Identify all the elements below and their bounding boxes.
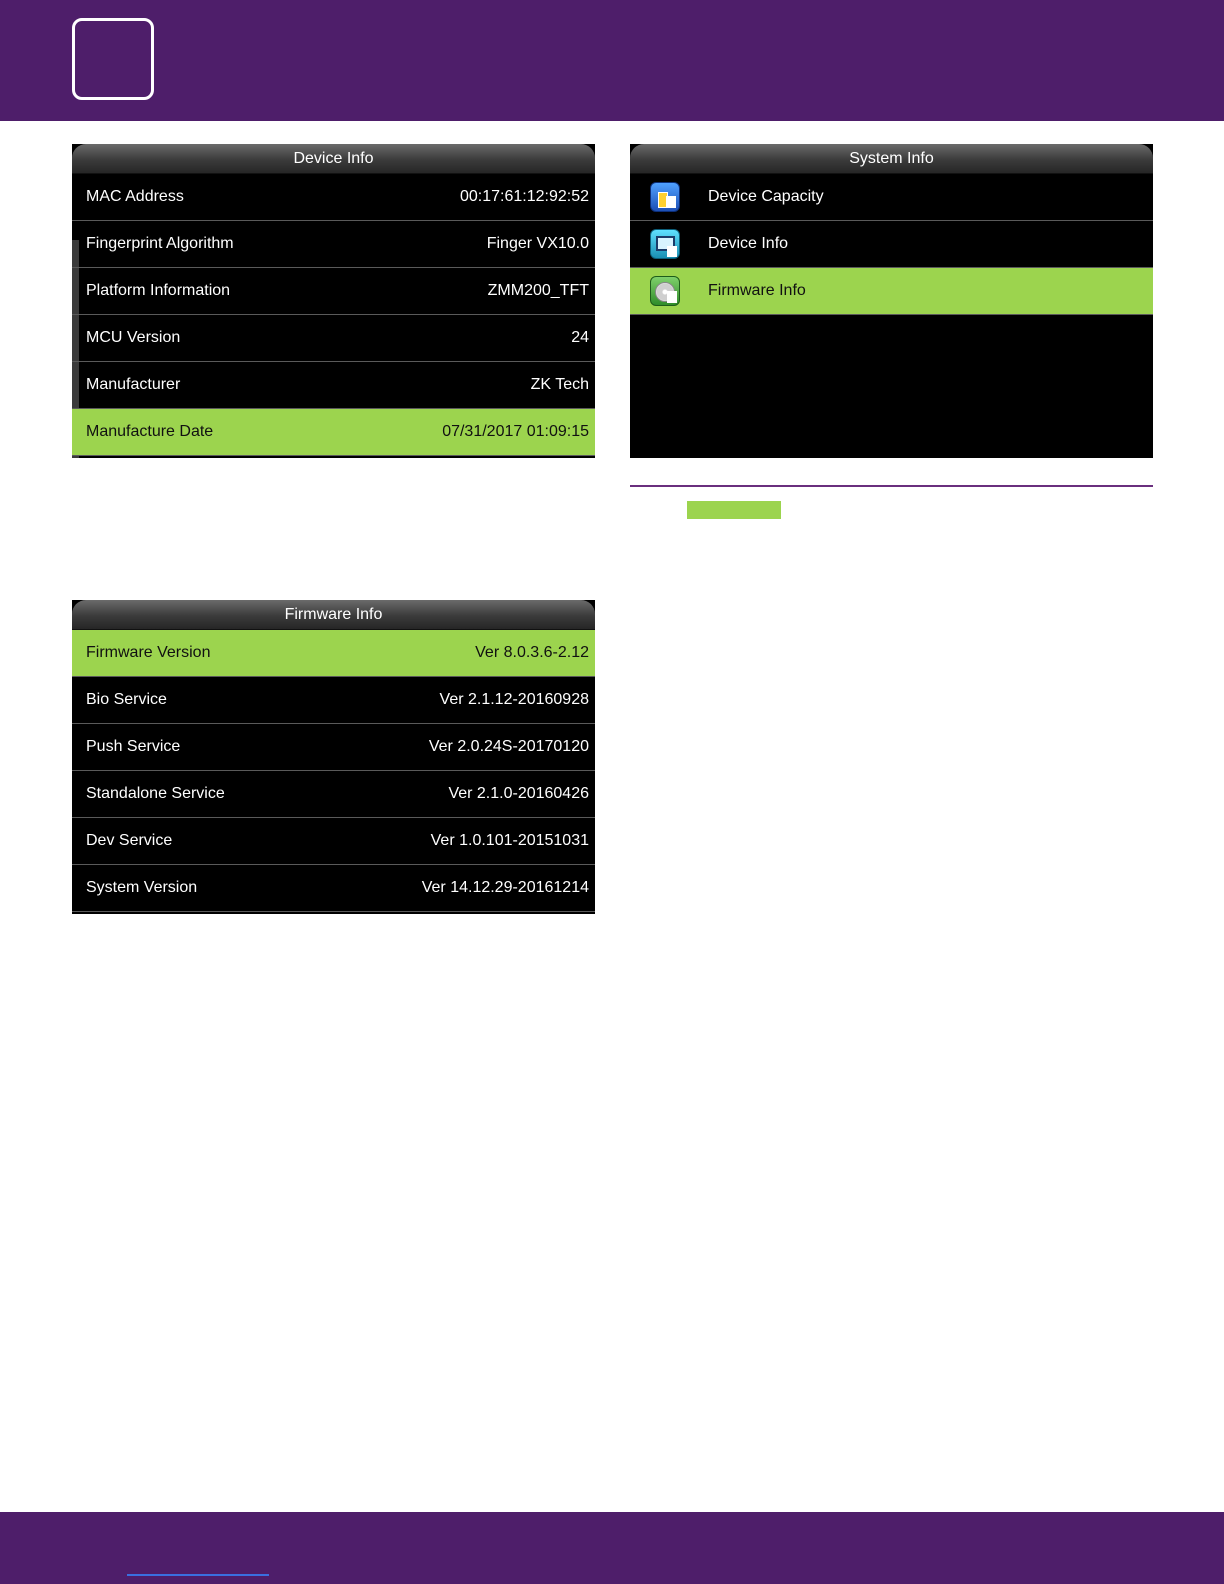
row-value: 00:17:61:12:92:52 — [459, 188, 589, 205]
info-row-platform-information[interactable] — [72, 268, 595, 315]
footer-link-underline[interactable] — [127, 1574, 269, 1576]
row-value: ZK Tech — [530, 376, 589, 393]
row-value: Finger VX10.0 — [486, 235, 589, 252]
info-row-mcu-version[interactable] — [72, 315, 595, 362]
info-row-push-service[interactable] — [72, 724, 595, 771]
info-row-standalone-service[interactable] — [72, 771, 595, 818]
row-label: Fingerprint Algorithm — [86, 235, 234, 252]
row-value: Ver 1.0.101-20151031 — [430, 832, 589, 849]
text-highlight-marker — [687, 501, 781, 519]
device-capacity-icon — [650, 182, 680, 212]
row-value: Ver 8.0.3.6-2.12 — [475, 644, 589, 661]
row-value: Ver 2.1.12-20160928 — [439, 691, 589, 708]
screen-title: Device Info — [72, 144, 595, 174]
info-row-fingerprint-algorithm[interactable] — [72, 221, 595, 268]
row-label: Bio Service — [86, 691, 167, 708]
screen-title: System Info — [630, 144, 1153, 174]
info-row-firmware-version[interactable] — [72, 630, 595, 677]
menu-item-label: Device Info — [708, 235, 789, 252]
row-value: Ver 2.0.24S-20170120 — [428, 738, 589, 755]
info-row-dev-service[interactable] — [72, 818, 595, 865]
menu-item-device-info[interactable] — [630, 221, 1153, 268]
menu-item-label: Firmware Info — [708, 282, 806, 299]
info-row-bio-service[interactable] — [72, 677, 595, 724]
system-info-screen — [630, 144, 1153, 458]
row-label: MCU Version — [86, 329, 181, 346]
row-label: Push Service — [86, 738, 181, 755]
screen-title: Firmware Info — [72, 600, 595, 630]
menu-item-firmware-info[interactable] — [630, 268, 1153, 315]
header-band — [0, 0, 1224, 121]
row-value: Ver 14.12.29-20161214 — [421, 879, 589, 896]
device-info-icon — [650, 229, 680, 259]
row-label: Standalone Service — [86, 785, 225, 802]
section-divider — [630, 485, 1153, 487]
row-value: 24 — [571, 329, 589, 346]
row-label: Firmware Version — [86, 644, 211, 661]
row-label: System Version — [86, 879, 198, 896]
firmware-info-screen — [72, 600, 595, 914]
row-value: Ver 2.1.0-20160426 — [448, 785, 589, 802]
row-label: Manufacture Date — [86, 423, 214, 440]
menu-item-device-capacity[interactable] — [630, 174, 1153, 221]
row-value: ZMM200_TFT — [487, 282, 589, 299]
firmware-info-icon — [650, 276, 680, 306]
chapter-number-box — [72, 18, 154, 100]
device-info-screen — [72, 144, 595, 458]
row-label: Manufacturer — [86, 376, 181, 393]
info-row-system-version[interactable] — [72, 865, 595, 912]
row-label: Platform Information — [86, 282, 231, 299]
row-label: Dev Service — [86, 832, 173, 849]
info-row-mac-address[interactable] — [72, 174, 595, 221]
row-value: 07/31/2017 01:09:15 — [442, 423, 589, 440]
info-row-manufacturer[interactable] — [72, 362, 595, 409]
row-label: MAC Address — [86, 188, 184, 205]
info-row-manufacture-date[interactable] — [72, 409, 595, 456]
menu-item-label: Device Capacity — [708, 188, 824, 205]
